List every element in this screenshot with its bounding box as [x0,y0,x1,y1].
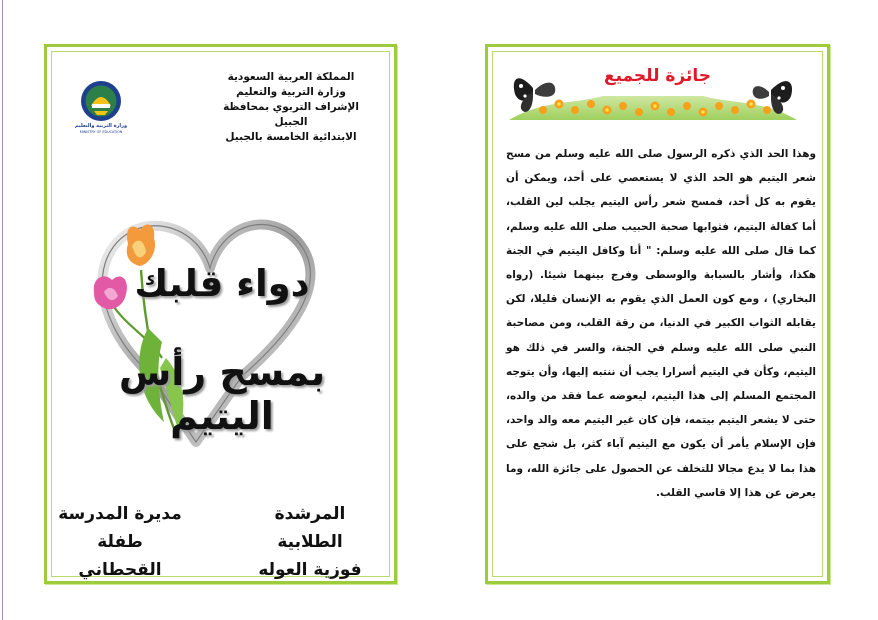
logo-caption-english: MINISTRY OF EDUCATION [79,130,123,134]
slogan-line-2: بمسح رأس اليتيم [118,350,326,438]
ministry-line-kingdom: المملكة العربية السعودية [227,71,355,83]
counselor-name: فوزية العوله [258,560,362,580]
ministry-of-education-logo [74,78,128,136]
ministry-line-school: الابتدائية الخامسة بالجبيل [225,131,357,143]
ministry-header [215,70,367,145]
banner-title: جائزة للجميع [603,66,712,86]
ministry-line-supervision: الإشراف التربوي بمحافظة الجبيل [223,101,359,128]
principal-name: طفلة القحطاني [78,532,162,580]
principal-signature-block [55,500,185,584]
slogan-line-1: دواء قلبك [134,262,310,305]
counselor-title: المرشدة الطلابية [274,504,346,552]
article-paragraph: وهذا الحد الذي ذكره الرسول صلى الله عليه وسلم من مسح شعر اليتيم هو الحد الذي لا يستعصي على أحد، ويمكن أن يقوم به كل أحد، فمسح شعر رأس اليتيم يجلب لين القلب، أما كفالة اليتيم، فثوابها صحبة الحبيب صلى الله عليه وسلم، كما قال صلى الله عليه وسلم: " أنا وكافل اليتيم في الجنة هكذا، وأشار بالسبابة والوسطى وفرج بينهما شيئا. (رواه البخاري) ، ومع كون العمل الذي يقوم به الإنسان قليلا، لكن يقابله الثواب الكبير في الدنيا، من رقة القلب، ومن مصاحبة النبي صلى الله عليه وسلم في الجنة، والسر في ذلك هو اليتيم، وكأن في اليتيم أسرارا يجب أن ننتبه إليها، وأن يتوجه المجتمع المسلم إلى هذا اليتيم، ليعوضه عما فقد من والده، حتى لا يشعر اليتيم بيتمه، فإن كان غير اليتيم معه والد واحد، فإن الإسلام يأمر أن يكون مع اليتيم آباء كثر، بل شجع على هذا بما لا يدع مجالا للتخلف عن الحصول على جائزة الله، وما يعرض عن هذا إلا قاسي القلب. [506,148,816,499]
counselor-signature-block [245,500,375,584]
ministry-line-ministry: وزارة التربية والتعليم [236,86,346,98]
page-edge-line [2,0,3,620]
principal-title: مديرة المدرسة [58,504,182,524]
logo-caption-arabic: وزارة التربية والتعليم [74,123,128,129]
